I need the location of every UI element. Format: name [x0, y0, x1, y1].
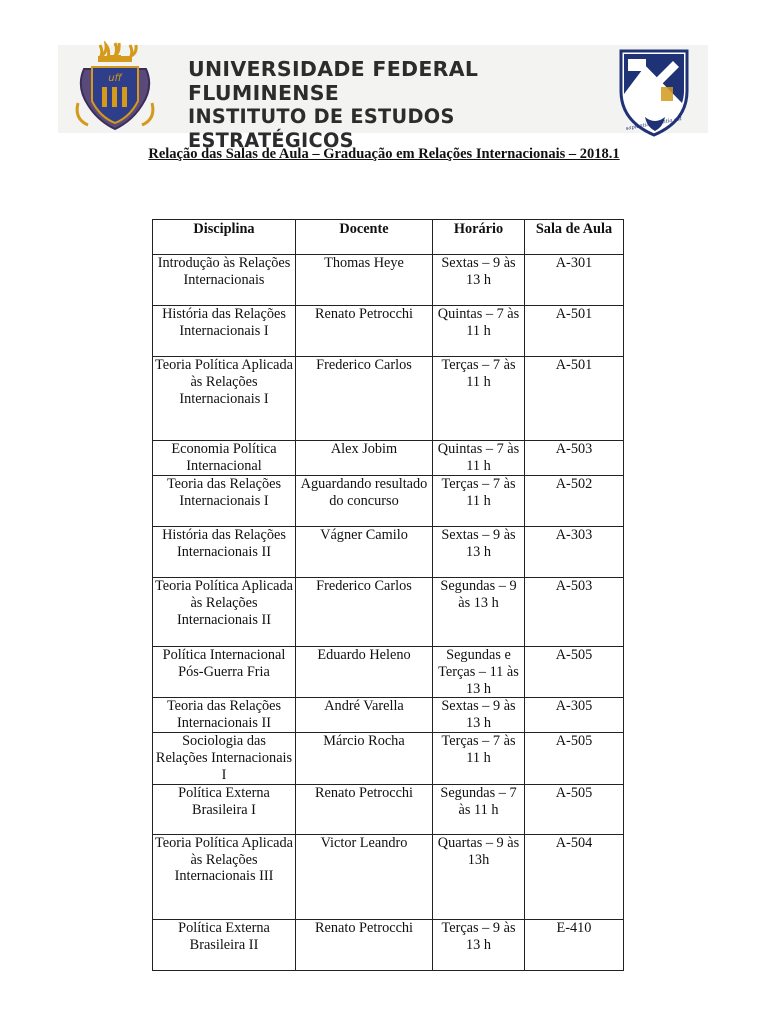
cell-horario: Terças – 7 às 11 h	[433, 357, 525, 441]
cell-horario: Sextas – 9 às 13 h	[433, 527, 525, 578]
column-header-docente: Docente	[296, 220, 433, 255]
page-title: Relação das Salas de Aula – Graduação em Relações Internacionais – 2018.1	[148, 146, 620, 162]
cell-disciplina: Economia Política Internacional	[153, 441, 296, 476]
cell-horario: Quintas – 7 às 11 h	[433, 441, 525, 476]
table-row	[153, 834, 624, 919]
cell-horario: Segundas – 7 às 11 h	[433, 784, 525, 834]
cell-horario: Terças – 7 às 11 h	[433, 733, 525, 784]
cell-sala: A-305	[525, 698, 624, 733]
cell-disciplina: História das Relações Internacionais I	[153, 306, 296, 357]
cell-sala: A-503	[525, 578, 624, 647]
cell-disciplina: Teoria das Relações Internacionais I	[153, 476, 296, 527]
table-row	[153, 733, 624, 784]
cell-docente: Alex Jobim	[296, 441, 433, 476]
cell-docente: Victor Leandro	[296, 834, 433, 919]
cell-docente: André Varella	[296, 698, 433, 733]
cell-disciplina: Teoria Política Aplicada às Relações Internacionais III	[153, 834, 296, 919]
cell-sala: A-501	[525, 357, 624, 441]
cell-horario: Quintas – 7 às 11 h	[433, 306, 525, 357]
cell-horario: Terças – 9 às 13 h	[433, 919, 525, 970]
table-row	[153, 441, 624, 476]
uff-crest-logo	[74, 41, 156, 137]
institution-name	[188, 57, 608, 153]
cell-disciplina: Teoria Política Aplicada às Relações Internacionais II	[153, 578, 296, 647]
cell-sala: A-504	[525, 834, 624, 919]
cell-horario: Sextas – 9 às 13 h	[433, 255, 525, 306]
cell-disciplina: Introdução às Relações Internacionais	[153, 255, 296, 306]
cell-docente: Renato Petrocchi	[296, 306, 433, 357]
cell-sala: A-505	[525, 784, 624, 834]
column-header-horario: Horário	[433, 220, 525, 255]
cell-sala: E-410	[525, 919, 624, 970]
uff-logo-text: uff	[108, 73, 122, 84]
logo-motto-text: sapientia potentia est	[625, 116, 683, 132]
table-row	[153, 647, 624, 698]
cell-docente: Thomas Heye	[296, 255, 433, 306]
iee-shield-logo	[615, 47, 693, 139]
cell-horario: Terças – 7 às 11 h	[433, 476, 525, 527]
institute-name: INSTITUTO DE ESTUDOS ESTRATÉGICOS	[188, 105, 455, 152]
table-row	[153, 578, 624, 647]
cell-disciplina: Sociologia das Relações Internacionais I	[153, 733, 296, 784]
column-header-sala: Sala de Aula	[525, 220, 624, 255]
cell-sala: A-303	[525, 527, 624, 578]
cell-docente: Renato Petrocchi	[296, 784, 433, 834]
cell-sala: A-505	[525, 733, 624, 784]
cell-disciplina: Política Internacional Pós-Guerra Fria	[153, 647, 296, 698]
cell-disciplina: Teoria das Relações Internacionais II	[153, 698, 296, 733]
cell-sala: A-301	[525, 255, 624, 306]
cell-disciplina: Teoria Política Aplicada às Relações Internacionais I	[153, 357, 296, 441]
cell-horario: Segundas e Terças – 11 às 13 h	[433, 647, 525, 698]
cell-horario: Segundas – 9 às 13 h	[433, 578, 525, 647]
cell-docente: Frederico Carlos	[296, 357, 433, 441]
table-header-row	[153, 220, 624, 255]
table-row	[153, 255, 624, 306]
cell-disciplina: Política Externa Brasileira II	[153, 919, 296, 970]
cell-docente: Márcio Rocha	[296, 733, 433, 784]
table-row	[153, 698, 624, 733]
cell-sala: A-503	[525, 441, 624, 476]
cell-horario: Sextas – 9 às 13 h	[433, 698, 525, 733]
cell-sala: A-502	[525, 476, 624, 527]
table-row	[153, 357, 624, 441]
table-row	[153, 527, 624, 578]
cell-disciplina: História das Relações Internacionais II	[153, 527, 296, 578]
column-header-disciplina: Disciplina	[153, 220, 296, 255]
cell-horario: Quartas – 9 às 13h	[433, 834, 525, 919]
cell-docente: Frederico Carlos	[296, 578, 433, 647]
table-row	[153, 784, 624, 834]
cell-sala: A-505	[525, 647, 624, 698]
table-row	[153, 476, 624, 527]
cell-disciplina: Política Externa Brasileira I	[153, 784, 296, 834]
letterhead	[0, 35, 768, 152]
table-row	[153, 919, 624, 970]
cell-docente: Renato Petrocchi	[296, 919, 433, 970]
cell-sala: A-501	[525, 306, 624, 357]
university-name: UNIVERSIDADE FEDERAL FLUMINENSE	[188, 57, 479, 105]
cell-docente: Vágner Camilo	[296, 527, 433, 578]
cell-docente: Aguardando resultado do concurso	[296, 476, 433, 527]
table-row	[153, 306, 624, 357]
cell-docente: Eduardo Heleno	[296, 647, 433, 698]
classroom-table	[152, 219, 624, 971]
